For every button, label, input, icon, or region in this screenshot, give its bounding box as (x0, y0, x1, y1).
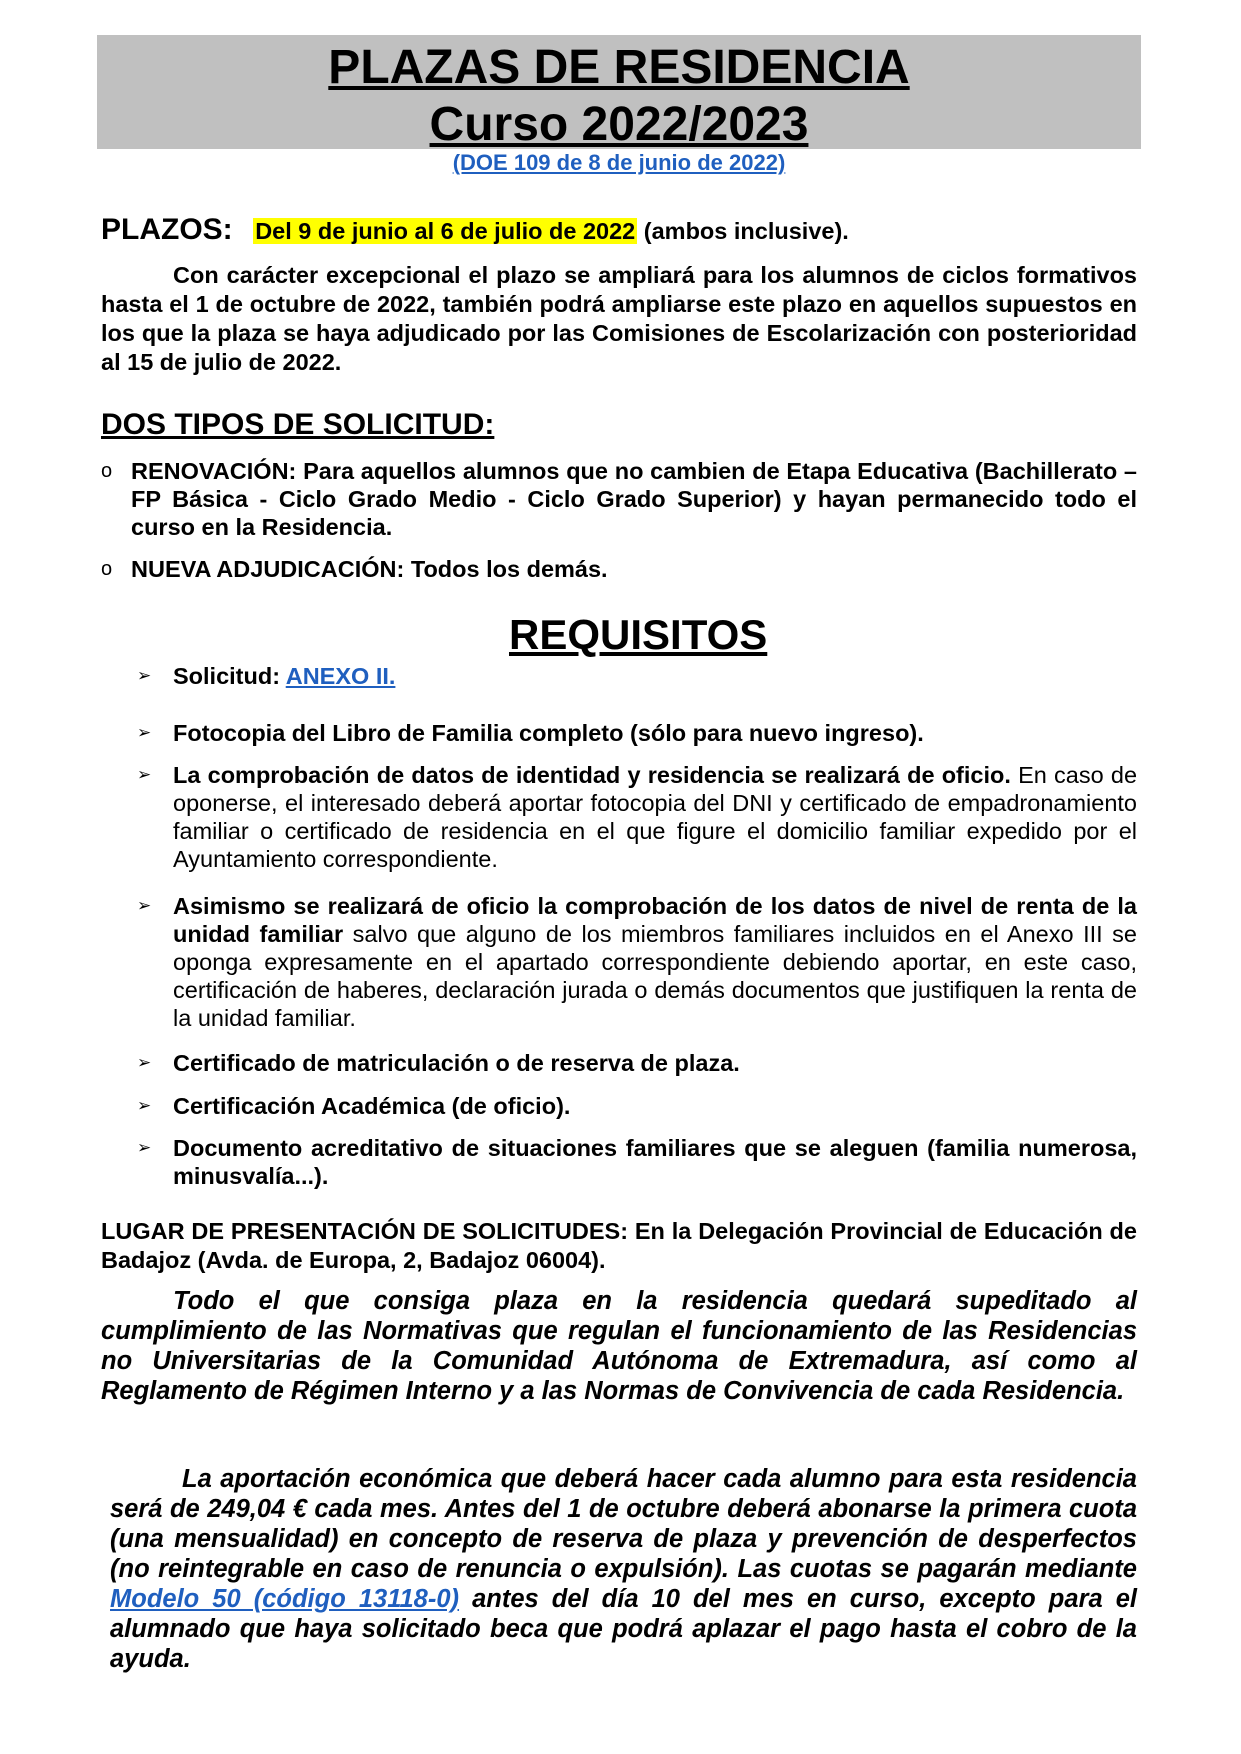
option-nueva-adjudicacion (101, 555, 1137, 583)
requisito-text: Certificado de matriculación o de reserva de plaza. (173, 1050, 740, 1076)
arrow-bullet-icon: ➢ (137, 723, 152, 742)
requisito-text: Documento acreditativo de situaciones familiares que se aleguen (familia numerosa, minusvalía...). (173, 1135, 1137, 1189)
requisito-item (137, 662, 1137, 690)
requisito-item (137, 1092, 1137, 1120)
page-title: PLAZAS DE RESIDENCIA (328, 41, 910, 94)
plazos-suffix: (ambos inclusive). (643, 218, 849, 244)
requisito-rest: salvo que alguno de los miembros familiares incluidos en el Anexo III se oponga expresamente en el apartado correspondiente debiendo aportar, en este caso, certificación de haberes, declaración jurada o demás documentos que justifiquen la renta de la unidad familiar. (173, 921, 1137, 1031)
plazos-label: PLAZOS: (101, 213, 233, 246)
bullet-circle-icon: o (101, 558, 113, 580)
course-title: Curso 2022/2023 (429, 98, 809, 151)
arrow-bullet-icon: ➢ (137, 1096, 152, 1115)
requisito-bold: Asimismo se realizará de oficio la comprobación de los datos de nivel de renta de la unidad familiar (173, 893, 1137, 947)
arrow-bullet-icon: ➢ (137, 765, 152, 784)
lugar-presentacion: LUGAR DE PRESENTACIÓN DE SOLICITUDES: En la Delegación Provincial de Educación de Badajoz (Avda. de Europa, 2, Badajoz 06004). (101, 1218, 1137, 1273)
requisitos-heading: REQUISITOS (509, 611, 768, 658)
option-text: RENOVACIÓN: Para aquellos alumnos que no cambien de Etapa Educativa (Bachillerato – FP Básica - Ciclo Grado Medio - Ciclo Grado Superior) y hayan permanecido todo el curso en la Residencia. (131, 458, 1137, 540)
arrow-bullet-icon: ➢ (137, 1053, 152, 1072)
aportacion-text: La aportación económica que deberá hacer cada alumno para esta residencia será de 249,04 € cada mes. Antes del 1 de octubre deberá abonarse la primera cuota (una mensualidad) en concepto de reserva de plaza y prevención de desperfectos (no reintegrable en caso de renuncia o expulsión). Las cuotas se pagarán mediante (110, 1465, 1137, 1583)
option-renovacion (101, 457, 1137, 541)
anexo-ii-link[interactable]: ANEXO II. (285, 663, 396, 689)
requisito-text: Fotocopia del Libro de Familia completo (sólo para nuevo ingreso). (173, 720, 924, 746)
requisito-item (137, 719, 1137, 747)
plazos-paragraph: Con carácter excepcional el plazo se ampliará para los alumnos de ciclos formativos hasta el 1 de octubre de 2022, también podrá ampliarse este plazo en aquellos supuestos en los que la plaza se haya adjudicado por las Comisiones de Escolarización con posterioridad al 15 de julio de 2022. (101, 262, 1137, 375)
arrow-bullet-icon: ➢ (137, 666, 152, 685)
arrow-bullet-icon: ➢ (137, 896, 152, 915)
requisito-item (137, 1049, 1137, 1077)
bullet-circle-icon: o (101, 460, 113, 482)
plazos-dates: Del 9 de junio al 6 de julio de 2022 (255, 218, 636, 244)
aportacion-paragraph (110, 1464, 1137, 1674)
arrow-bullet-icon: ➢ (137, 1138, 152, 1157)
option-text: NUEVA ADJUDICACIÓN: Todos los demás. (131, 556, 608, 582)
normativa-paragraph: Todo el que consiga plaza en la residencia quedará supeditado al cumplimiento de las Normativas que regulan el funcionamiento de las Residencias no Universitarias de la Comunidad Autónoma de Extremadura, así como al Reglamento de Régimen Interno y a las Normas de Convivencia de cada Residencia. (101, 1287, 1137, 1405)
requisito-bold: La comprobación de datos de identidad y residencia se realizará de oficio. (173, 762, 1011, 788)
requisito-rest: En caso de oponerse, el interesado deberá aportar fotocopia del DNI y certificado de empadronamiento familiar o certificado de residencia en el que figure el domicilio familiar expedido por el Ayuntamiento correspondiente. (173, 762, 1138, 872)
requisito-item (137, 1134, 1137, 1190)
requisito-item (137, 761, 1137, 873)
plazos-line (101, 212, 1137, 249)
modelo-50-link[interactable]: Modelo 50 (código 13118-0) (110, 1585, 460, 1613)
requisito-item (137, 892, 1137, 1032)
requisito-label: Solicitud: (173, 663, 286, 689)
doe-link[interactable]: (DOE 109 de 8 de junio de 2022) (452, 150, 786, 175)
requisito-text: Certificación Académica (de oficio). (173, 1093, 571, 1119)
aportacion-text-end: antes del día 10 del mes en curso, excepto para el alumnado que haya solicitado beca que podrá aplazar el pago hasta el cobro de la ayuda. (110, 1585, 1137, 1673)
solicitud-heading: DOS TIPOS DE SOLICITUD: (101, 408, 495, 441)
